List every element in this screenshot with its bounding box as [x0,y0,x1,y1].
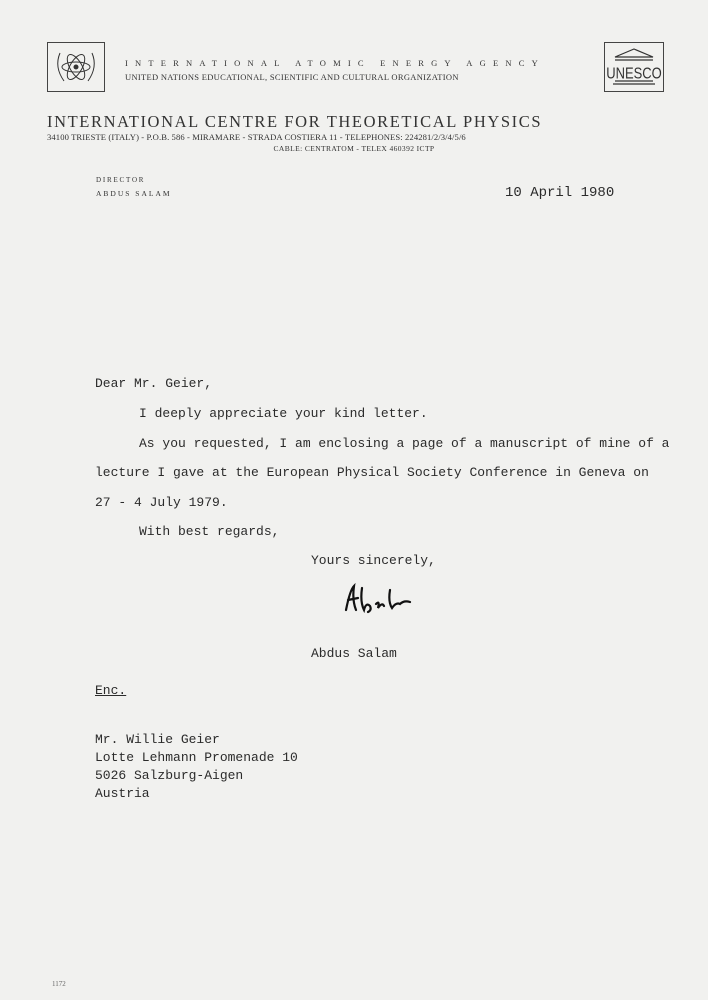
recipient-line: Lotte Lehmann Promenade 10 [95,750,298,765]
signer-name: Abdus Salam [311,646,397,661]
agency-name: INTERNATIONAL ATOMIC ENERGY AGENCY [125,58,545,68]
recipient-line: 5026 Salzburg-Aigen [95,768,244,783]
atom-wreath-icon [48,43,104,91]
handwritten-signature [340,580,420,625]
unesco-name: UNITED NATIONS EDUCATIONAL, SCIENTIFIC AND CULTURAL ORGANIZATION [125,72,459,82]
iaea-logo [47,42,105,92]
best-regards: With best regards, [139,524,280,539]
unesco-temple-icon [605,43,663,91]
reference-number: 1172 [52,980,66,988]
centre-cable: CABLE: CENTRATOM - TELEX 460392 ICTP [273,144,435,153]
unesco-logo [604,42,664,92]
svg-text:UNESCO: UNESCO [606,65,662,83]
paragraph-2-line-1: As you requested, I am enclosing a page of a manuscript of mine of a [139,436,670,451]
recipient-line: Austria [95,786,150,801]
salutation: Dear Mr. Geier, [95,376,213,391]
paragraph-2-line-2: lecture I gave at the European Physical Society Conference in Geneva on [95,465,649,480]
director-name: ABDUS SALAM [96,189,172,198]
paragraph-1: I deeply appreciate your kind letter. [139,406,428,421]
director-title: DIRECTOR [96,176,146,184]
centre-name: INTERNATIONAL CENTRE FOR THEORETICAL PHYSICS [47,112,543,131]
recipient-line: Mr. Willie Geier [95,732,220,747]
centre-address: 34100 TRIESTE (ITALY) - P.O.B. 586 - MIRAMARE - STRADA COSTIERA 11 - TELEPHONES: 224281/2/3/4/5/6 [47,132,466,142]
paragraph-2-line-3: 27 - 4 July 1979. [95,495,228,510]
enclosure-note: Enc. [95,683,127,698]
closing: Yours sincerely, [311,553,436,568]
letter-date: 10 April 1980 [505,185,615,201]
